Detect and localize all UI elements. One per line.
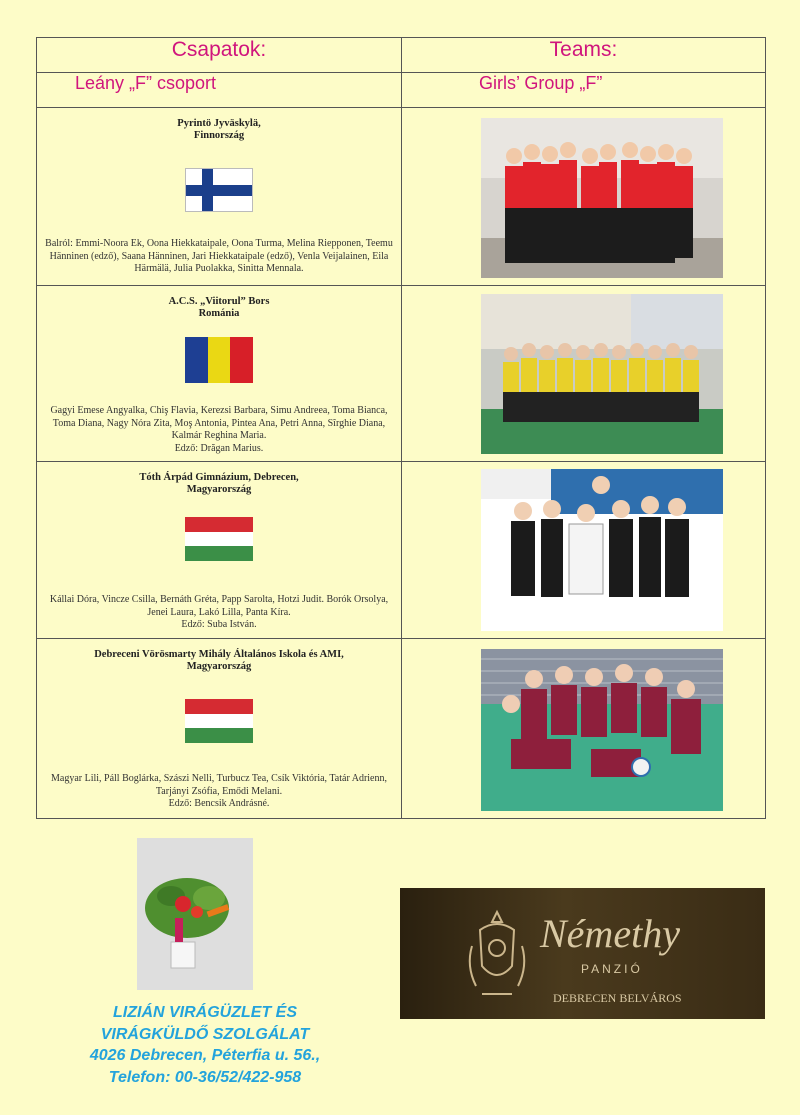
team-country: Magyarország <box>186 484 252 495</box>
team-photo-cell <box>402 286 766 462</box>
hungary-flag <box>185 699 253 743</box>
team-info <box>37 286 402 462</box>
florist-line: LIZIÁN VIRÁGÜZLET ÉS <box>113 1004 297 1021</box>
teams-table <box>36 37 766 819</box>
team-coach: Edző: Suba István. <box>181 619 257 630</box>
roster-names: Kállai Dóra, Vincze Csilla, Bernáth Gréta, Papp Sarolta, Hotzi Judit. Borók Orsolya, Jenei Laura, Lakó Lilla, Panta Kíra. <box>49 594 389 618</box>
team-name-block <box>37 118 401 142</box>
team-photo <box>481 294 723 454</box>
flower-bouquet-photo <box>137 838 253 990</box>
team-roster <box>45 773 393 811</box>
team-name: Debreceni Vörösmarty Mihály Általános Iskola és AMI, <box>94 649 344 660</box>
team-photo <box>481 469 723 631</box>
team-photo <box>481 118 723 278</box>
finland-flag <box>185 168 253 212</box>
florist-phone: Telefon: 00-36/52/422-958 <box>108 1068 302 1086</box>
team-country: Finnország <box>193 130 245 141</box>
team-info <box>37 639 402 819</box>
florist-ad <box>40 1002 370 1088</box>
team-country: Románia <box>198 308 240 319</box>
team-name: A.C.S. „Viitorul” Bors <box>168 296 270 307</box>
team-roster <box>45 405 393 455</box>
team-roster: Balról: Emmi-Noora Ek, Oona Hiekkataipale, Oona Turma, Melina Riepponen, Teemu Hänninen (edző), Saana Hänninen, Jari Hiekkataipale (edző), Venla Veijalainen, Eila Härmälä, Julia Puolakka, Sinitta Mennala. <box>45 238 393 274</box>
team-info <box>37 108 402 286</box>
team-name-block <box>37 472 401 496</box>
team-photo <box>481 649 723 811</box>
hotel-ad <box>400 888 765 1019</box>
header-left: Csapatok: <box>37 38 402 73</box>
header-right: Teams: <box>402 38 766 73</box>
hotel-brand: Némethy <box>540 911 680 956</box>
florist-line: VIRÁGKÜLDŐ SZOLGÁLAT <box>100 1025 310 1043</box>
hungary-flag <box>185 517 253 561</box>
team-name: Tóth Árpád Gimnázium, Debrecen, <box>139 472 299 483</box>
romania-flag <box>185 337 253 383</box>
roster-names: Gagyi Emese Angyalka, Chiş Flavia, Kerezsi Barbara, Simu Andreea, Toma Bianca, Toma Diana, Nagy Nóra Zita, Moş Antonia, Pintea Ana, Petri Anna, Sîrghie Diana, Kalmár Reghina Maria. <box>50 405 388 441</box>
team-coach: Edző: Drăgan Marius. <box>174 442 264 454</box>
team-coach: Edző: Bencsik Andrásné. <box>168 798 270 809</box>
team-photo-cell <box>402 108 766 286</box>
team-info <box>37 462 402 639</box>
team-name-block <box>37 649 401 673</box>
hotel-location: DEBRECEN BELVÁROS <box>553 991 682 1005</box>
team-roster <box>45 594 393 632</box>
team-photo-cell <box>402 462 766 639</box>
subheader-left: Leány „F” csoport <box>37 73 402 108</box>
florist-address: 4026 Debrecen, Péterfia u. 56., <box>89 1047 321 1064</box>
crest-logo <box>462 906 532 1006</box>
hotel-type: PANZIÓ <box>581 962 643 976</box>
roster-names: Magyar Lili, Páll Boglárka, Szászi Nelli, Turbucz Tea, Csík Viktória, Tatár Adrienn, Tarjányi Zsófia, Emődi Melani. <box>50 773 387 797</box>
team-name-block <box>37 296 401 320</box>
subheader-right: Girls’ Group „F” <box>402 73 766 108</box>
team-name: Pyrintö Jyväskylä, <box>177 118 261 129</box>
team-photo-cell <box>402 639 766 819</box>
team-country: Magyarország <box>186 661 252 672</box>
